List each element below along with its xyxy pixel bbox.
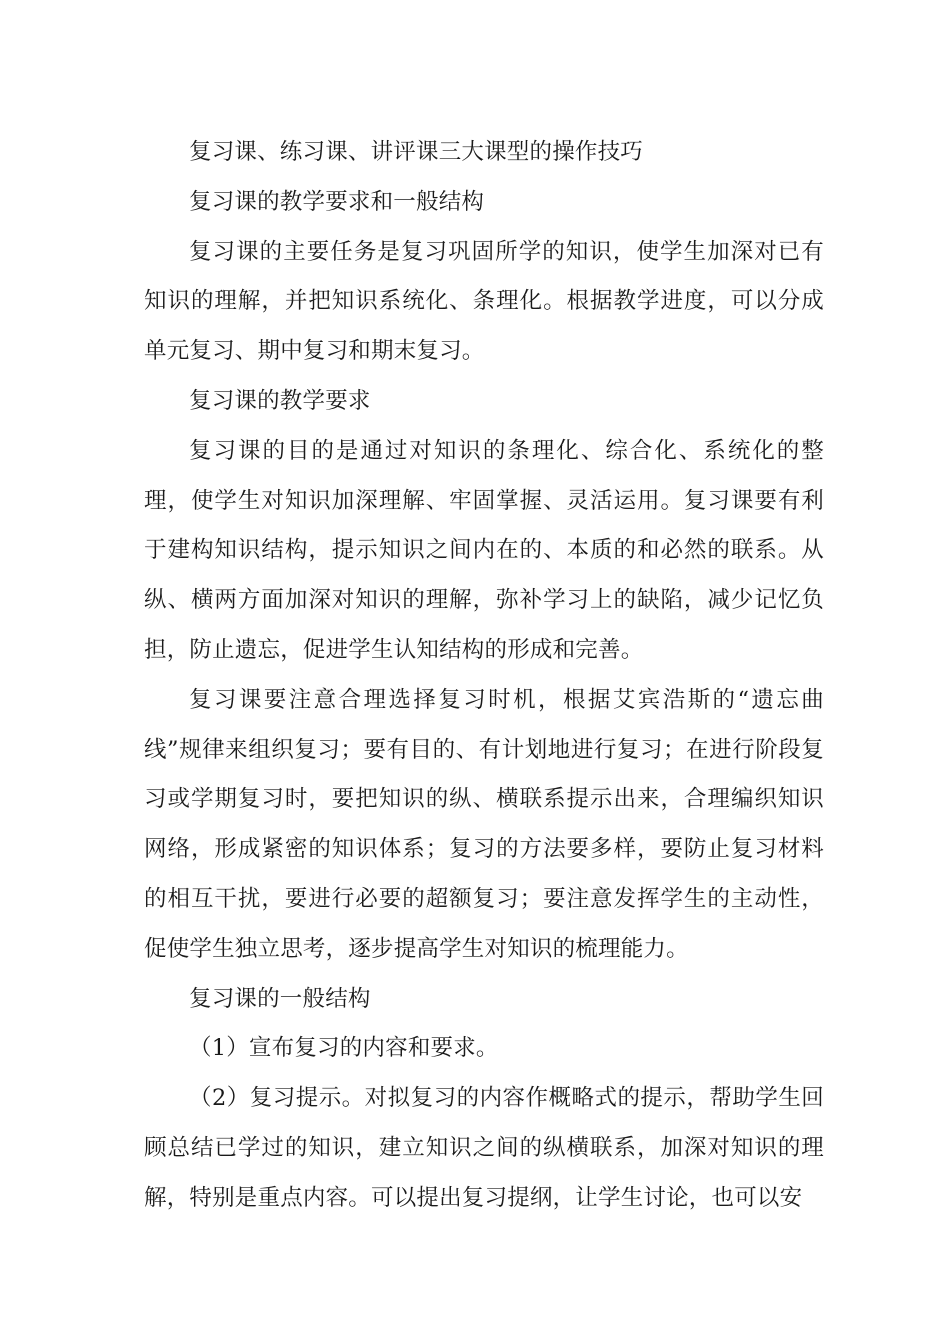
body-paragraph: 复习课的主要任务是复习巩固所学的知识，使学生加深对已有知识的理解，并把知识系统化、条理化。根据教学进度，可以分成单元复习、期中复习和期末复习。 [144,238,824,365]
list-item: （1）宣布复习的内容和要求。 [189,1035,499,1062]
body-paragraph: 复习课要注意合理选择复习时机，根据艾宾浩斯的“遗忘曲线”规律来组织复习；要有目的、有计划地进行复习；在进行阶段复习或学期复习时，要把知识的纵、横联系提示出来，合理编织知识网络，形成紧密的知识体系；复习的方法要多样，要防止复习材料的相互干扰，要进行必要的超额复习；要注意发挥学生的主动性，促使学生独立思考，逐步提高学生对知识的梳理能力。 [144,686,824,962]
document-title: 复习课、练习课、讲评课三大课型的操作技巧 [189,139,644,165]
subsection-heading: 复习课的教学要求 [189,387,371,414]
subsection-heading: 复习课的一般结构 [189,985,371,1012]
document-body [144,128,824,1224]
section-heading: 复习课的教学要求和一般结构 [189,188,485,215]
list-item: （2）复习提示。对拟复习的内容作概略式的提示，帮助学生回顾总结已学过的知识，建立知识之间的纵横联系，加深对知识的理解，特别是重点内容。可以提出复习提纲，让学生讨论，也可以安 [144,1085,824,1211]
body-paragraph: 复习课的目的是通过对知识的条理化、综合化、系统化的整理，使学生对知识加深理解、牢固掌握、灵活运用。复习课要有利于建构知识结构，提示知识之间内在的、本质的和必然的联系。从纵、横两方面加深对知识的理解，弥补学习上的缺陷，减少记忆负担，防止遗忘，促进学生认知结构的形成和完善。 [144,437,824,663]
